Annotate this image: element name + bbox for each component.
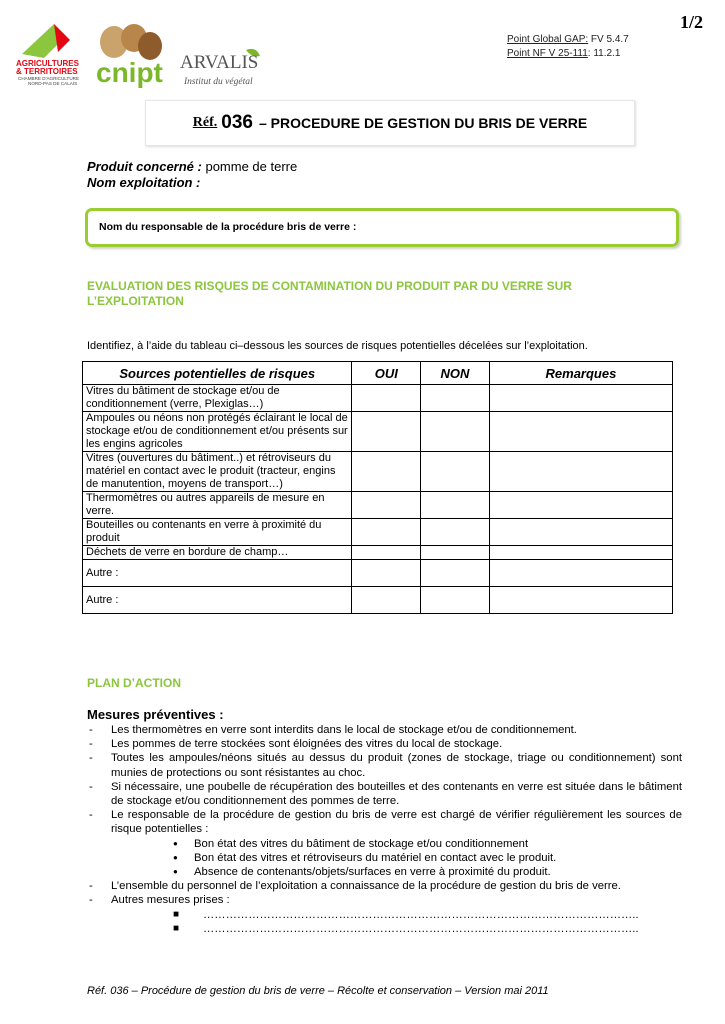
table-row bbox=[83, 560, 673, 587]
remarques-cell[interactable] bbox=[489, 560, 672, 587]
logo-at-line1: AGRICULTURES bbox=[16, 59, 79, 68]
list-item bbox=[87, 737, 682, 751]
logo-at-line4: NORD-PAS DE CALAIS bbox=[28, 81, 78, 86]
sub-list-item bbox=[87, 851, 682, 865]
col-header-non: NON bbox=[421, 362, 490, 385]
list-item-text: Toutes les ampoules/néons situés au dessus du produit (zones de stockage, triage ou conditionnement) sont munies de protections ou sont résistantes au choc. bbox=[111, 752, 682, 779]
row-source: Thermomètres ou autres appareils de mesure en verre. bbox=[83, 492, 352, 519]
logo-arvalis-text: ARVALIS bbox=[180, 52, 259, 73]
dotted-line-text: …………………………………………………………………………………………………….. bbox=[203, 922, 639, 935]
remarques-cell[interactable] bbox=[489, 452, 672, 492]
farm-label: Nom exploitation : bbox=[87, 175, 201, 190]
title-text: – PROCEDURE DE GESTION DU BRIS DE VERRE bbox=[258, 115, 588, 131]
non-cell[interactable] bbox=[421, 385, 490, 412]
logo-arvalis-subtext: Institut du végétal bbox=[184, 77, 253, 87]
table-header-row bbox=[83, 362, 673, 385]
table-row bbox=[83, 452, 673, 492]
product-field bbox=[87, 159, 297, 174]
agricultures-territoires-logo bbox=[14, 14, 94, 94]
bullet-icon: ● bbox=[173, 867, 178, 877]
table-row bbox=[83, 519, 673, 546]
remarques-cell[interactable] bbox=[489, 519, 672, 546]
list-item bbox=[87, 808, 682, 836]
sub-list-item-text: Bon état des vitres du bâtiment de stockage et/ou conditionnement bbox=[194, 837, 529, 850]
preventive-measures-list bbox=[87, 723, 682, 936]
col-header-sources: Sources potentielles de risques bbox=[83, 362, 352, 385]
title-ref-number: 036 bbox=[221, 112, 253, 133]
list-item-text: Si nécessaire, une poubelle de récupération des bouteilles et des contenants en verre est située dans le bâtiment de stockage et/ou conditionnement des pommes de terre. bbox=[111, 780, 682, 808]
page-footer: Réf. 036 – Procédure de gestion du bris de verre – Récolte et conservation – Version mai 2011 bbox=[87, 985, 549, 997]
oui-cell[interactable] bbox=[352, 492, 421, 519]
sub-list-item bbox=[87, 837, 682, 851]
farm-field bbox=[87, 175, 200, 190]
responsible-label: Nom du responsable de la procédure bris de verre : bbox=[99, 221, 357, 233]
oui-cell[interactable] bbox=[352, 385, 421, 412]
list-item-text: Les thermomètres en verre sont interdits dans le local de stockage et/ou de conditionnement. bbox=[111, 724, 577, 736]
dotted-fill-line[interactable] bbox=[87, 908, 682, 922]
cnipt-logo bbox=[92, 22, 168, 88]
document-title bbox=[145, 100, 635, 146]
list-dash: - bbox=[89, 752, 93, 765]
remarques-cell[interactable] bbox=[489, 492, 672, 519]
logo-at-line2: & TERRITOIRES bbox=[16, 67, 78, 76]
dotted-fill-line[interactable] bbox=[87, 922, 682, 936]
table-row bbox=[83, 385, 673, 412]
section-plan-heading: PLAN D’ACTION bbox=[87, 676, 181, 690]
sub-list-item-text: Bon état des vitres et rétroviseurs du matériel en contact avec le produit. bbox=[194, 851, 557, 864]
non-cell[interactable] bbox=[421, 452, 490, 492]
oui-cell[interactable] bbox=[352, 546, 421, 560]
oui-cell[interactable] bbox=[352, 452, 421, 492]
bullet-icon: ● bbox=[173, 838, 178, 848]
bullet-icon: ● bbox=[173, 852, 178, 862]
row-source: Bouteilles ou contenants en verre à proximité du produit bbox=[83, 519, 352, 546]
row-source: Vitres (ouvertures du bâtiment..) et rétroviseurs du matériel en contact avec le produit (tracteur, engins de manutention, moyens de transport…) bbox=[83, 452, 352, 492]
list-item-text: Autres mesures prises : bbox=[111, 894, 230, 907]
oui-cell[interactable] bbox=[352, 560, 421, 587]
oui-cell[interactable] bbox=[352, 587, 421, 614]
table-row bbox=[83, 546, 673, 560]
table-row bbox=[83, 412, 673, 452]
row-source: Ampoules ou néons non protégés éclairant le local de stockage et/ou de conditionnement et/ou présents sur les engins agricoles bbox=[83, 412, 352, 452]
list-dash: - bbox=[89, 809, 93, 822]
row-source: Déchets de verre en bordure de champ… bbox=[83, 546, 352, 560]
list-item bbox=[87, 893, 682, 907]
oui-cell[interactable] bbox=[352, 519, 421, 546]
product-label: Produit concerné : bbox=[87, 159, 202, 174]
list-item bbox=[87, 780, 682, 808]
square-bullet-icon: ■ bbox=[173, 908, 180, 920]
remarques-cell[interactable] bbox=[489, 385, 672, 412]
title-ref-word: Réf. bbox=[192, 115, 218, 130]
ref-nf-value: : 11.2.1 bbox=[587, 48, 621, 59]
ref-globalgap-value: FV 5.4.7 bbox=[588, 34, 629, 45]
ref-globalgap-label: Point Global GAP: bbox=[507, 34, 589, 45]
sub-list-item-text: Absence de contenants/objets/surfaces en verre à proximité du produit. bbox=[194, 866, 551, 879]
dotted-line-text: …………………………………………………………………………………………………….. bbox=[203, 908, 639, 921]
table-row bbox=[83, 587, 673, 614]
table-row bbox=[83, 492, 673, 519]
list-item-text: L’ensemble du personnel de l’exploitation a connaissance de la procédure de gestion du bris de verre. bbox=[111, 880, 621, 893]
section-evaluation-heading-line1: EVALUATION DES RISQUES DE CONTAMINATION DU PRODUIT PAR DU VERRE SUR bbox=[87, 279, 572, 293]
list-item bbox=[87, 751, 682, 779]
logo-cnipt-text: cnipt bbox=[96, 57, 163, 88]
logo-at-line3: CHAMBRE D'AGRICULTURE bbox=[18, 76, 80, 81]
table-intro: Identifiez, à l’aide du tableau ci–dessous les sources de risques potentielles décelées sur l’exploitation. bbox=[87, 340, 588, 352]
risk-table bbox=[82, 361, 673, 614]
list-item bbox=[87, 723, 682, 737]
section-evaluation-heading bbox=[87, 279, 572, 309]
list-dash: - bbox=[89, 780, 93, 793]
list-item-text: Les pommes de terre stockées sont éloignées des vitres du local de stockage. bbox=[111, 738, 503, 751]
list-item bbox=[87, 879, 682, 893]
sub-list-item bbox=[87, 865, 682, 879]
non-cell[interactable] bbox=[421, 560, 490, 587]
non-cell[interactable] bbox=[421, 492, 490, 519]
row-source: Vitres du bâtiment de stockage et/ou de conditionnement (verre, Plexiglas…) bbox=[83, 385, 352, 412]
ref-nf-label: Point NF V 25-111 bbox=[507, 48, 588, 59]
reference-points bbox=[507, 33, 629, 61]
non-cell[interactable] bbox=[421, 546, 490, 560]
list-dash: - bbox=[89, 894, 93, 907]
remarques-cell[interactable] bbox=[489, 546, 672, 560]
list-dash: - bbox=[89, 724, 93, 736]
col-header-remarques: Remarques bbox=[489, 362, 672, 385]
list-dash: - bbox=[89, 880, 93, 893]
non-cell[interactable] bbox=[421, 519, 490, 546]
non-cell[interactable] bbox=[421, 587, 490, 614]
remarques-cell[interactable] bbox=[489, 587, 672, 614]
remarques-cell[interactable] bbox=[489, 412, 672, 452]
col-header-oui: OUI bbox=[352, 362, 421, 385]
list-item-text: Le responsable de la procédure de gestion du bris de verre est chargé de vérifier régulièrement les sources de risque potentielles : bbox=[111, 809, 682, 836]
product-value: pomme de terre bbox=[201, 159, 298, 174]
section-evaluation-heading-line2: L’EXPLOITATION bbox=[87, 294, 184, 308]
non-cell[interactable] bbox=[421, 412, 490, 452]
square-bullet-icon: ■ bbox=[173, 922, 180, 934]
page-number: 1/2 bbox=[679, 12, 703, 32]
preventive-measures-heading: Mesures préventives : bbox=[87, 707, 224, 722]
row-source: Autre : bbox=[83, 560, 352, 587]
responsible-box[interactable] bbox=[85, 208, 679, 247]
arvalis-logo bbox=[176, 46, 268, 92]
oui-cell[interactable] bbox=[352, 412, 421, 452]
row-source: Autre : bbox=[83, 587, 352, 614]
list-dash: - bbox=[89, 738, 93, 751]
